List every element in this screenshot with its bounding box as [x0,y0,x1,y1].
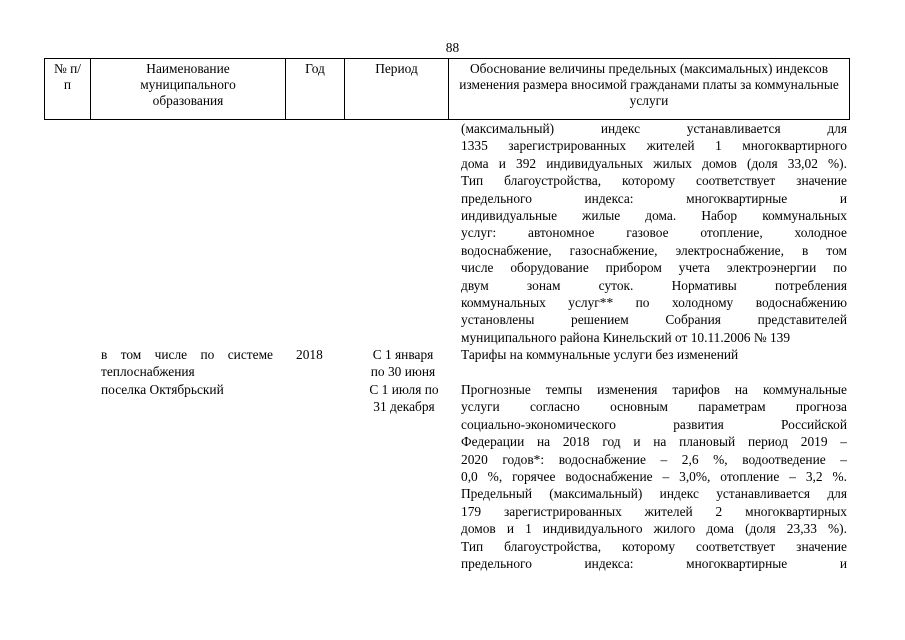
header-municipality: Наименование муниципального образования [140,61,236,108]
text-line: домов и 1 индивидуального жилого дома (доля 23,33 %). [461,521,847,537]
text-line: индивидуальные жилые дома. Набор коммунальных [461,208,847,224]
text-line: предельного индекса: многоквартирные и [461,190,847,206]
text-line: муниципального района Кинельский от 10.11.2006 № 139 [461,329,791,345]
year-value: 2018 [296,347,323,362]
page-number: 88 [445,40,460,55]
text-line: Тип благоустройства, которому соответствует значение [461,538,847,554]
text-line: услуг: автономное газовое отопление, холодное [461,225,847,241]
continuation-text [461,120,847,346]
period-second-half [358,381,450,416]
text-line: поселка Октябрьский [101,381,224,397]
text-line: (максимальный) индекс устанавливается для [461,121,847,136]
basis-first-half: Тарифы на коммунальные услуги без изменений [461,347,739,362]
text-line: по 30 июня [370,364,436,380]
header-number: № п/п [53,61,81,92]
header-year: Год [305,61,325,76]
text-line: 31 декабря [373,399,435,415]
basis-second-half [461,381,847,572]
text-line: коммунальных услуг** по холодному водоснабжению [461,295,847,311]
text-line: в том числе по системе [101,347,273,362]
municipality-name [101,346,273,398]
text-line: 179 зарегистрированных жителей 2 многоквартирных [461,503,847,519]
text-line: водоснабжение, газоснабжение, электроснабжение, в том [461,242,847,258]
text-line: двум зонам суток. Нормативы потребления [461,277,847,293]
text-line: 2020 годов*: водоснабжение – 2,6 %, водоотведение – [461,451,847,467]
text-line: Предельный (максимальный) индекс устанавливается для [461,486,847,502]
text-line: теплоснабжения [101,364,195,380]
header-period: Период [375,61,418,76]
text-line: услуги согласно основным параметрам прогноза [461,399,847,415]
text-line: числе оборудование прибором учета электроэнергии по [461,260,847,276]
table-header [44,58,850,120]
text-line: Федерации на 2018 год и на плановый период 2019 – [461,434,847,450]
text-line: 1335 зарегистрированных жителей 1 многоквартирного [461,138,847,154]
header-basis: Обоснование величины предельных (максимальных) индексов изменения размера вносимой гражданами платы за коммунальные услуги [459,61,839,108]
text-line: С 1 июля по [369,382,439,397]
text-line: С 1 января [372,347,434,362]
text-line: установлены решением Собрания представителей [461,312,847,328]
text-line: предельного индекса: многоквартирные и [461,556,847,572]
text-line: дома и 392 индивидуальных жилых домов (доля 33,02 %). [461,155,847,171]
text-line: 0,0 %, горячее водоснабжение – 3,0%, отопление – 3,2 %. [461,469,847,485]
text-line: Прогнозные темпы изменения тарифов на коммунальные [461,382,847,397]
period-first-half [358,346,448,381]
text-line: Тип благоустройства, которому соответствует значение [461,173,847,189]
text-line: социально-экономического развития Российской [461,416,847,432]
